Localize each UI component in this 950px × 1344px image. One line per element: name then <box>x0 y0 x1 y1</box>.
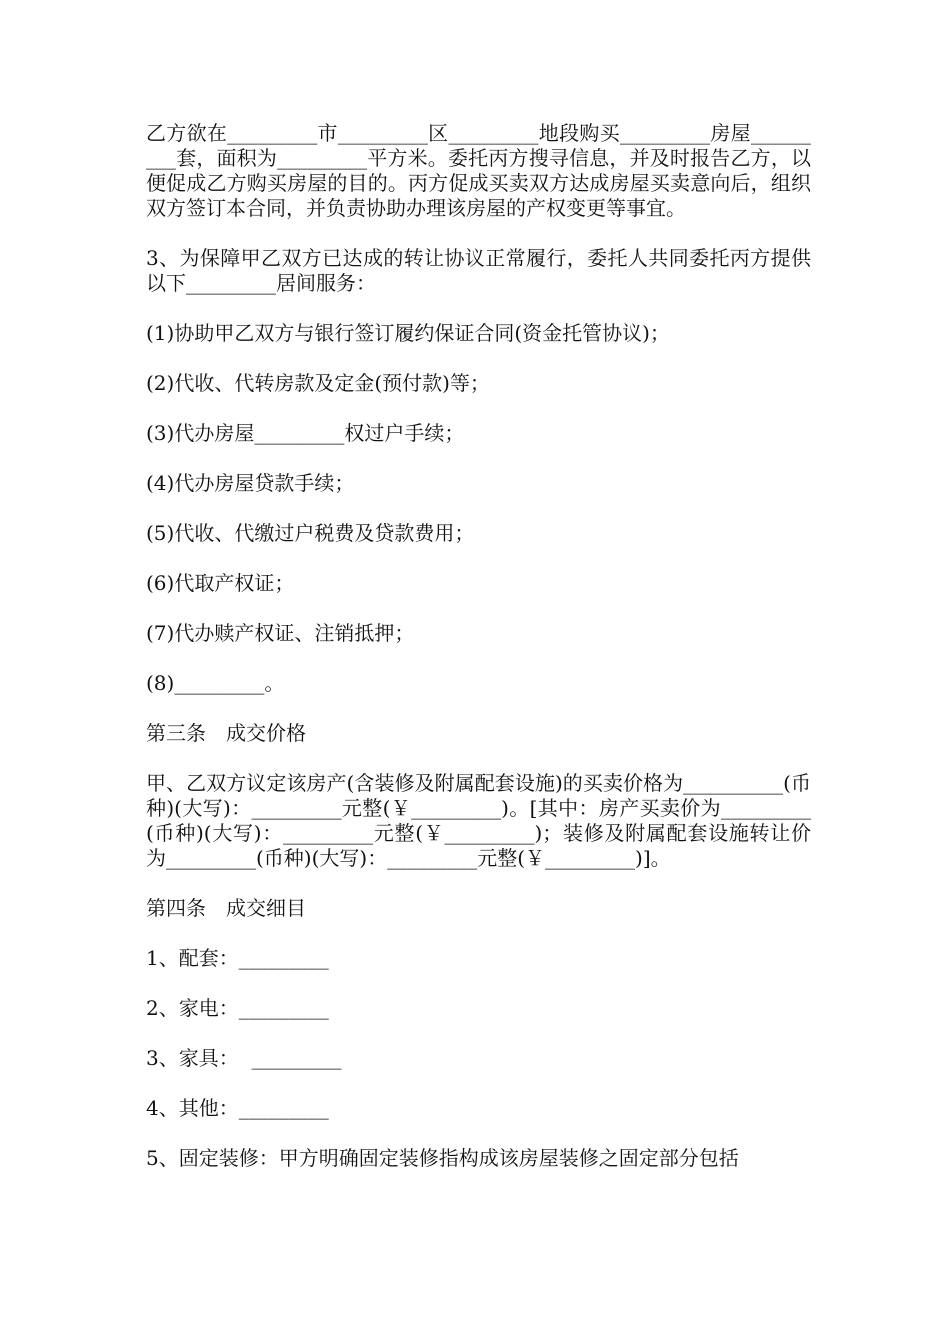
list-item-service-7: (7)代办赎产权证、注销抵押； <box>146 621 415 645</box>
section-heading-details: 第四条 成交细目 <box>146 896 306 920</box>
detail-item-fixed-decoration: 5、固定装修：甲方明确固定装修指构成该房屋装修之固定部分包括 <box>146 1146 739 1170</box>
list-item-service-3: (3)代办房屋_________权过户手续； <box>146 421 465 445</box>
detail-item-facilities: 1、配套：_________ <box>146 946 329 970</box>
list-item-service-6: (6)代取产权证； <box>146 571 295 595</box>
list-item-service-5: (5)代收、代缴过户税费及贷款费用； <box>146 521 475 545</box>
detail-item-appliances: 2、家电：_________ <box>146 996 329 1020</box>
detail-item-furniture: 3、家具： _________ <box>146 1046 342 1070</box>
paragraph-price-terms: 甲、乙双方议定该房产(含装修及附属配套设施)的买卖价格为__________(币种)(大写)：_________元整(￥_________)。[其中：房产买卖价为_________(币种)(大写)：_________元整(￥_________)；装修及附属配套设施转让价为_________(币种)(大写)：_________元整(￥_________)]。 <box>146 771 811 870</box>
paragraph-purchase-intent: 乙方欲在_________市_________区_________地段购买_________房屋_________套，面积为_________平方米。委托丙方搜寻信息，并及时报告乙方，以便促成乙方购买房屋的目的。丙方促成买卖双方达成房屋买卖意向后，组织双方签订本合同，并负责协助办理该房屋的产权变更等事宜。 <box>146 121 811 220</box>
list-item-service-2: (2)代收、代转房款及定金(预付款)等； <box>146 371 490 395</box>
list-item-service-8: (8)_________。 <box>146 671 285 695</box>
paragraph-services-intro: 3、为保障甲乙双方已达成的转让协议正常履行，委托人共同委托丙方提供以下_________居间服务： <box>146 246 811 295</box>
section-heading-price: 第三条 成交价格 <box>146 721 306 745</box>
list-item-service-1: (1)协助甲乙双方与银行签订履约保证合同(资金托管协议)； <box>146 321 670 345</box>
document-body <box>146 121 811 1196</box>
detail-item-other: 4、其他：_________ <box>146 1096 329 1120</box>
list-item-service-4: (4)代办房屋贷款手续； <box>146 471 355 495</box>
